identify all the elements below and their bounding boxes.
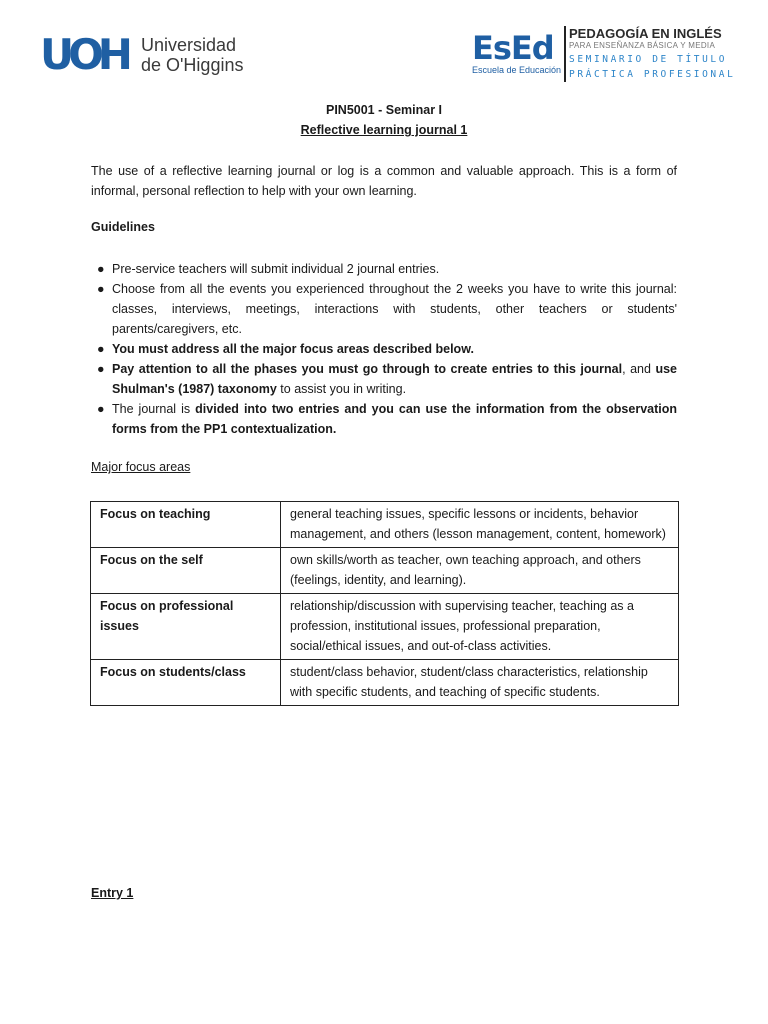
course-code: PIN5001 - Seminar I	[325, 103, 443, 117]
focus-description-cell: relationship/discussion with supervising teacher, teaching as a profession, institutional issues, professional preparation, social/ethical issues, and out-of-class activities.	[281, 594, 679, 660]
focus-area-cell: Focus on professional issues	[91, 594, 281, 660]
list-item	[91, 359, 677, 399]
bullet-text: Pre-service teachers will submit individual 2 journal entries.	[112, 262, 440, 276]
bullet-text-bold: use Shulman's (1987) taxonomy	[112, 362, 677, 396]
focus-area-cell: Focus on the self	[91, 548, 281, 594]
program-title: PEDAGOGÍA EN INGLÉS	[569, 26, 722, 41]
bullet-text: to assist you in writing.	[276, 382, 407, 396]
bullet-icon: ●	[97, 282, 105, 296]
bullet-text-bold: divided into two entries and you can use the information from the observation forms from the PP1 contextualization.	[112, 402, 678, 436]
bullet-icon: ●	[97, 342, 105, 356]
esed-logo	[472, 29, 562, 75]
list-item	[91, 259, 677, 279]
seminar-line-1: SEMINARIO DE TÍTULO	[569, 54, 728, 65]
table-row	[91, 548, 679, 594]
uoh-logo	[40, 30, 244, 79]
program-subtitle: PARA ENSEÑANZA BÁSICA Y MEDIA	[569, 41, 716, 50]
bullet-icon: ●	[97, 362, 105, 376]
focus-description-cell: own skills/worth as teacher, own teaching approach, and others (feelings, identity, and learning).	[281, 548, 679, 594]
list-item	[91, 279, 677, 339]
document-title: Reflective learning journal 1	[300, 123, 468, 137]
esed-logo-subtitle: Escuela de Educación	[472, 65, 562, 75]
focus-area-cell: Focus on teaching	[91, 502, 281, 548]
uoh-logo-line2: de O'Higgins	[140, 55, 244, 75]
bullet-text: Choose from all the events you experienced throughout the 2 weeks you have to write this journal: classes, interviews, meetings, interactions with students, other teachers or students' parents/caregivers, etc.	[112, 282, 677, 336]
program-banner	[569, 26, 764, 81]
bullet-text-bold: Pay attention to all the phases you must go through to create entries to this journal	[112, 362, 623, 376]
uoh-logo-line1: Universidad	[140, 35, 237, 55]
bullet-text: The journal is	[112, 402, 196, 416]
header-divider	[564, 26, 566, 82]
seminar-line-2: PRÁCTICA PROFESIONAL	[569, 69, 736, 80]
intro-paragraph: The use of a reflective learning journal or log is a common and valuable approach. This is a form of informal, personal reflection to help with your own learning.	[91, 164, 677, 198]
bullet-text: You must address all the major focus areas described below.	[112, 342, 474, 356]
list-item	[91, 339, 677, 359]
bullet-icon: ●	[97, 402, 105, 416]
guidelines-list	[91, 259, 677, 439]
esed-logo-mark: EsEd	[472, 29, 554, 67]
focus-areas-heading: Major focus areas	[91, 460, 191, 474]
focus-areas-table	[90, 501, 679, 706]
table-row	[91, 594, 679, 660]
uoh-logo-mark: UOH	[40, 30, 127, 79]
guidelines-heading: Guidelines	[91, 220, 155, 234]
list-item	[91, 399, 677, 439]
table-row	[91, 502, 679, 548]
bullet-text: , and	[622, 362, 656, 376]
bullet-icon: ●	[97, 262, 105, 276]
focus-area-cell: Focus on students/class	[91, 660, 281, 706]
focus-description-cell: general teaching issues, specific lessons or incidents, behavior management, and others (lesson management, content, homework)	[281, 502, 679, 548]
focus-description-cell: student/class behavior, student/class characteristics, relationship with specific students, and teaching of specific students.	[281, 660, 679, 706]
entry-heading: Entry 1	[91, 886, 134, 900]
uoh-logo-text	[141, 35, 244, 75]
table-row	[91, 660, 679, 706]
